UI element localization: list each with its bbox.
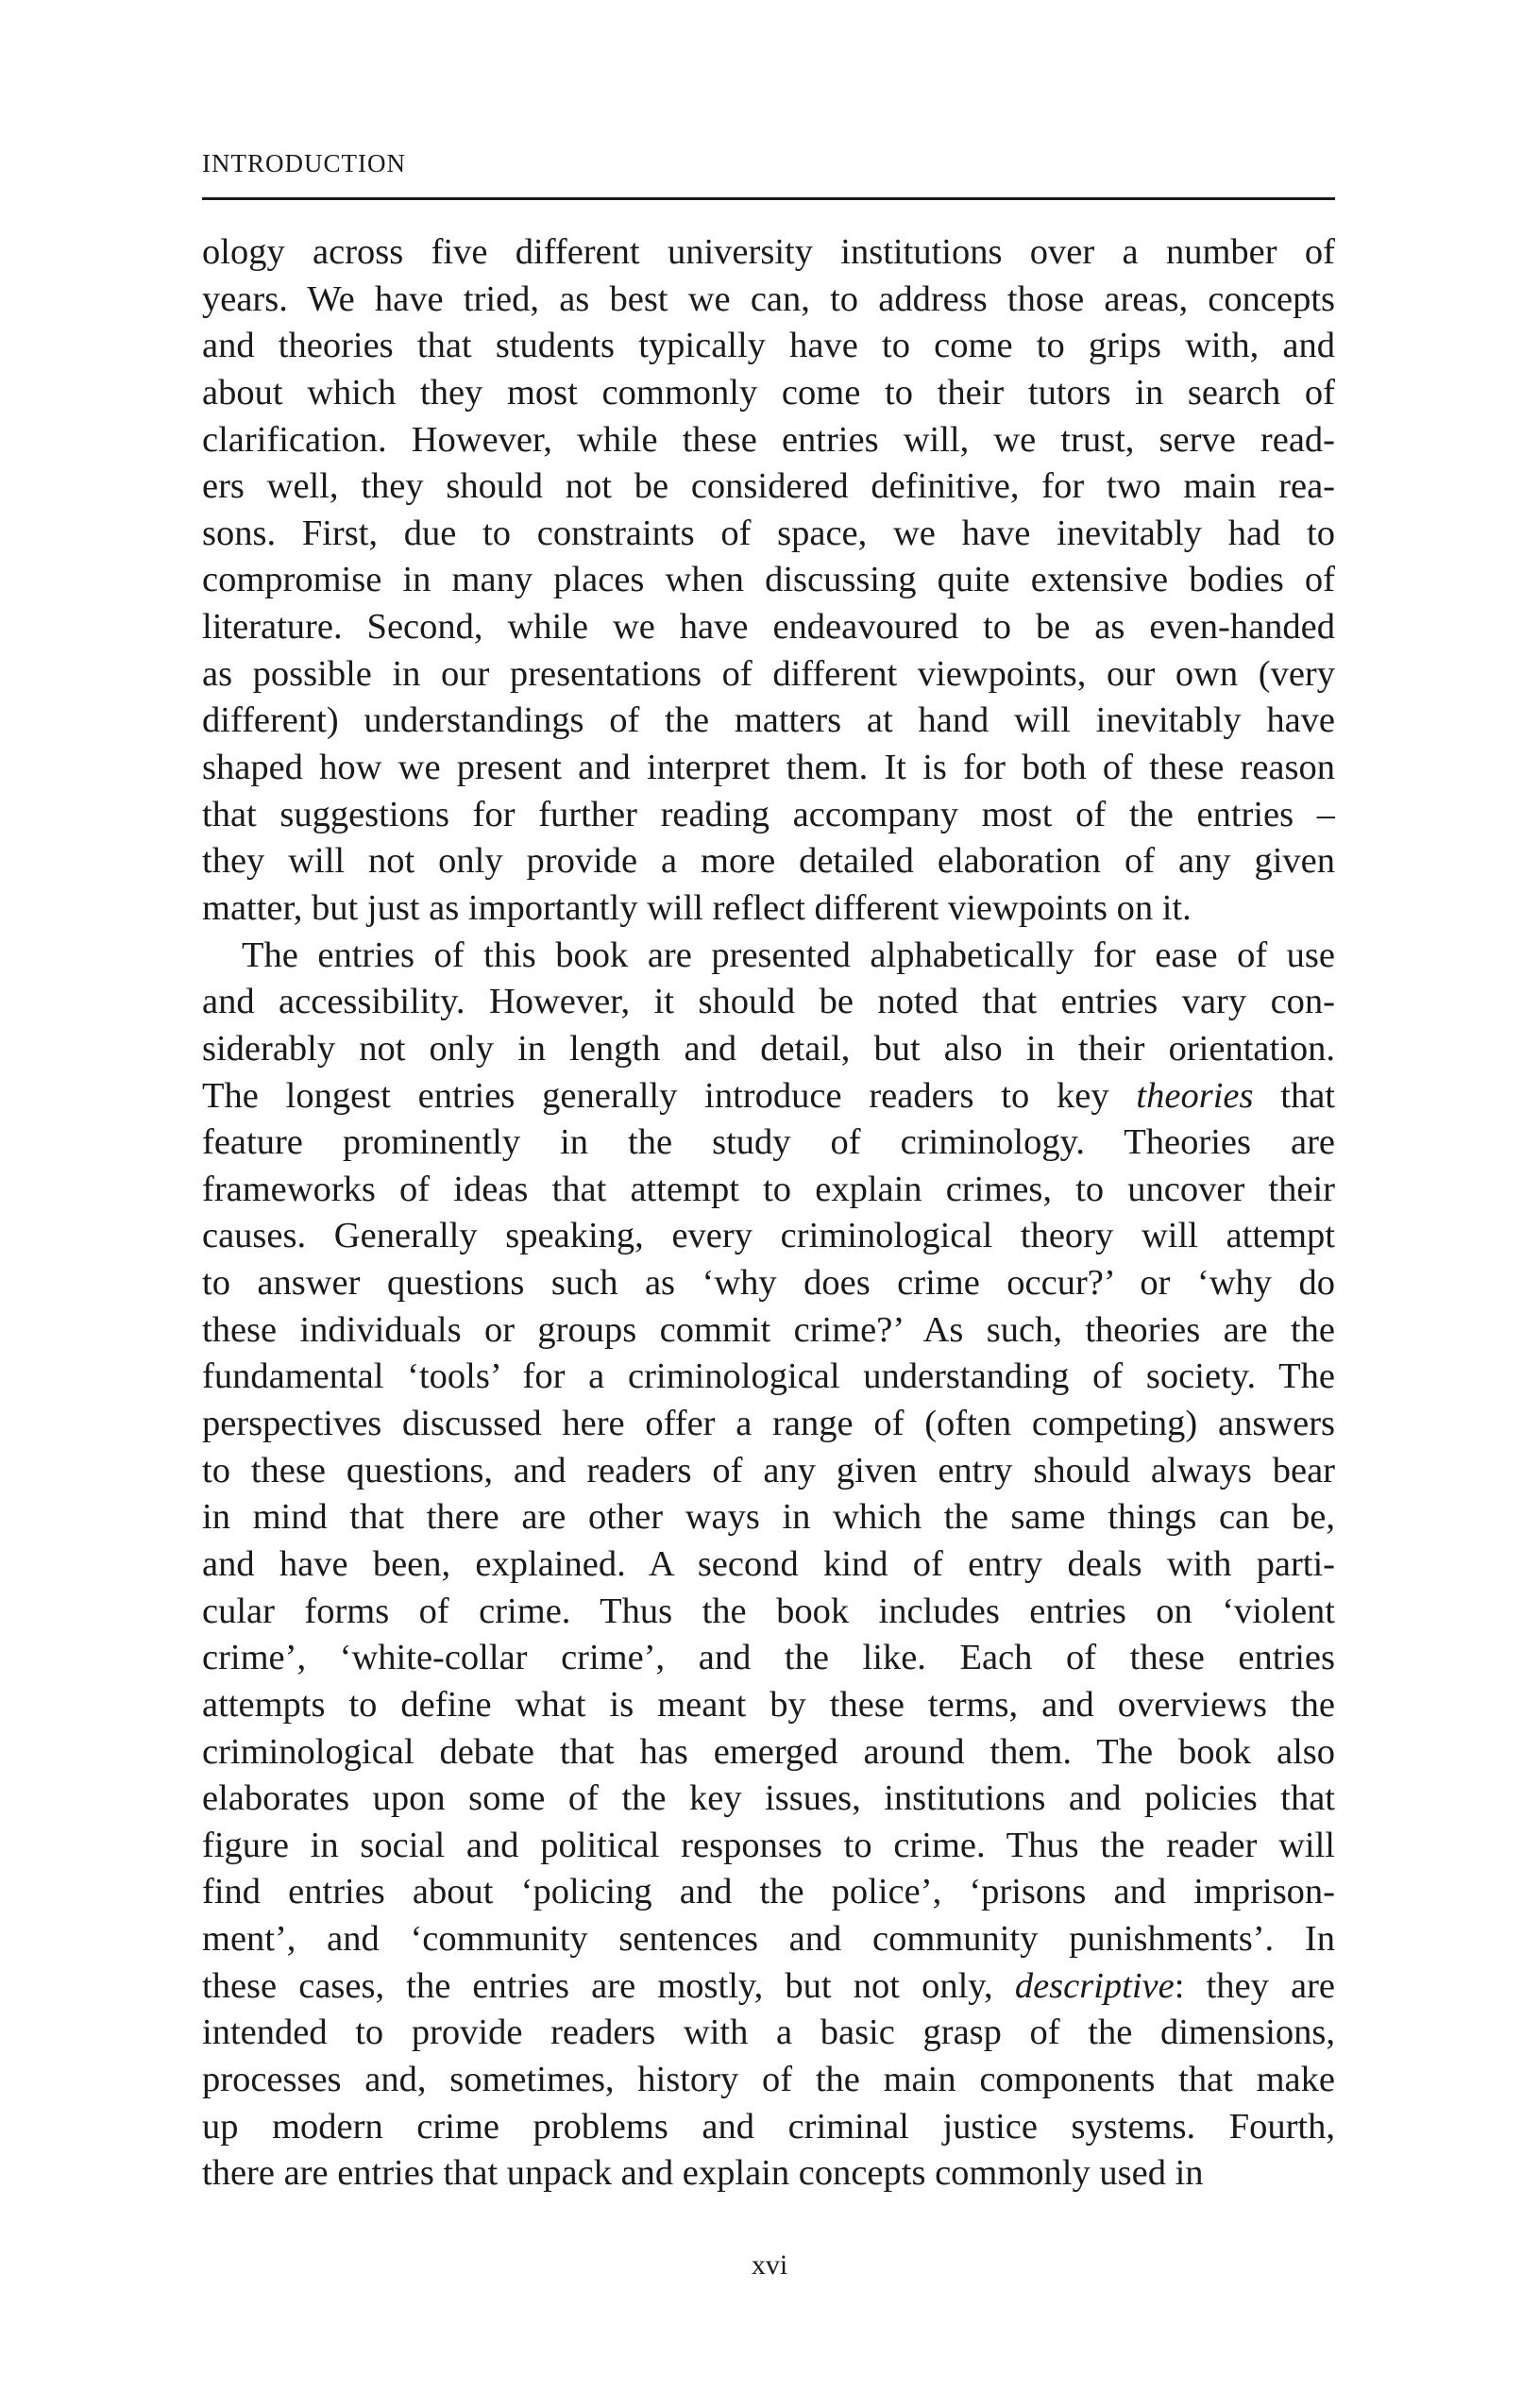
text-line: cular forms of crime. Thus the book includes entries on ‘violent: [202, 1591, 1335, 1631]
text-run: The longest entries generally introduce readers to key: [202, 1075, 1137, 1116]
text-line: The entries of this book are presented alphabetically for ease of use: [242, 935, 1335, 975]
text-line: causes. Generally speaking, every criminological theory will attempt: [202, 1216, 1335, 1256]
text-line: these individuals or groups commit crime?’ As such, theories are the: [202, 1309, 1335, 1350]
text-line: fundamental ‘tools’ for a criminological understanding of society. The: [202, 1356, 1335, 1397]
page-number: xvi: [751, 2249, 788, 2281]
text-line: criminological debate that has emerged around them. The book also: [202, 1731, 1335, 1772]
text-line: find entries about ‘policing and the police’, ‘prisons and imprison-: [202, 1872, 1335, 1912]
text-line: matter, but just as importantly will reflect different viewpoints on it.: [202, 887, 1192, 928]
text-line: to answer questions such as ‘why does crime occur?’ or ‘why do: [202, 1263, 1335, 1304]
text-line: attempts to define what is meant by these terms, and overviews the: [202, 1684, 1335, 1725]
text-run: that: [1253, 1075, 1335, 1116]
header-rule: [202, 197, 1335, 200]
text-line: and theories that students typically have to come to grips with, and: [202, 326, 1335, 366]
text-line: intended to provide readers with a basic grasp of the dimensions,: [202, 2012, 1335, 2053]
text-line: clarification. However, while these entries will, we trust, serve read-: [202, 419, 1335, 460]
text-line: feature prominently in the study of criminology. Theories are: [202, 1122, 1335, 1163]
text-line: up modern crime problems and criminal justice systems. Fourth,: [202, 2106, 1335, 2147]
text-line: perspectives discussed here offer a range of (often competing) answers: [202, 1404, 1335, 1444]
text-line: ology across five different university institutions over a number of: [202, 232, 1335, 272]
text-line: figure in social and political responses to crime. Thus the reader will: [202, 1825, 1335, 1865]
text-line: and have been, explained. A second kind of entry deals with parti-: [202, 1543, 1335, 1584]
text-line: as possible in our presentations of different viewpoints, our own (very: [202, 653, 1335, 694]
text-line: [202, 1963, 1335, 2011]
text-line: sons. First, due to constraints of space, we have inevitably had to: [202, 513, 1335, 553]
text-line: in mind that there are other ways in which the same things can be,: [202, 1497, 1335, 1538]
text-line: ers well, they should not be considered definitive, for two main rea-: [202, 466, 1335, 507]
text-line: shaped how we present and interpret them. It is for both of these reason: [202, 748, 1335, 788]
text-line: ment’, and ‘community sentences and community punishments’. In: [202, 1919, 1335, 1960]
text-line: that suggestions for further reading accompany most of the entries –: [202, 794, 1335, 834]
text-line: frameworks of ideas that attempt to explain crimes, to uncover their: [202, 1169, 1335, 1209]
paragraph: [202, 933, 1335, 2198]
text-line: literature. Second, while we have endeavoured to be as even-handed: [202, 607, 1335, 648]
text-line: siderably not only in length and detail, but also in their orientation.: [202, 1028, 1335, 1069]
text-run: : they are: [1174, 1965, 1335, 2006]
text-run: these cases, the entries are mostly, but not only,: [202, 1965, 1015, 2006]
text-line: and accessibility. However, it should be noted that entries vary con-: [202, 982, 1335, 1022]
text-line: to these questions, and readers of any given entry should always bear: [202, 1450, 1335, 1490]
italic-term: theories: [1136, 1075, 1254, 1116]
running-head: INTRODUCTION: [202, 149, 406, 177]
text-line: there are entries that unpack and explain concepts commonly used in: [202, 2153, 1204, 2194]
italic-term: descriptive: [1014, 1965, 1175, 2006]
text-line: crime’, ‘white-collar crime’, and the like. Each of these entries: [202, 1638, 1335, 1678]
text-line: processes and, sometimes, history of the main components that make: [202, 2059, 1335, 2099]
text-line: elaborates upon some of the key issues, institutions and policies that: [202, 1778, 1335, 1819]
text-line: [202, 1073, 1335, 1120]
text-line: they will not only provide a more detailed elaboration of any given: [202, 841, 1335, 882]
text-line: about which they most commonly come to their tutors in search of: [202, 372, 1335, 413]
paragraph: [202, 229, 1335, 933]
text-line: compromise in many places when discussing quite extensive bodies of: [202, 560, 1335, 600]
text-line: years. We have tried, as best we can, to address those areas, concepts: [202, 278, 1335, 319]
body-text: [202, 229, 1335, 2198]
text-line: different) understandings of the matters at hand will inevitably have: [202, 700, 1335, 741]
